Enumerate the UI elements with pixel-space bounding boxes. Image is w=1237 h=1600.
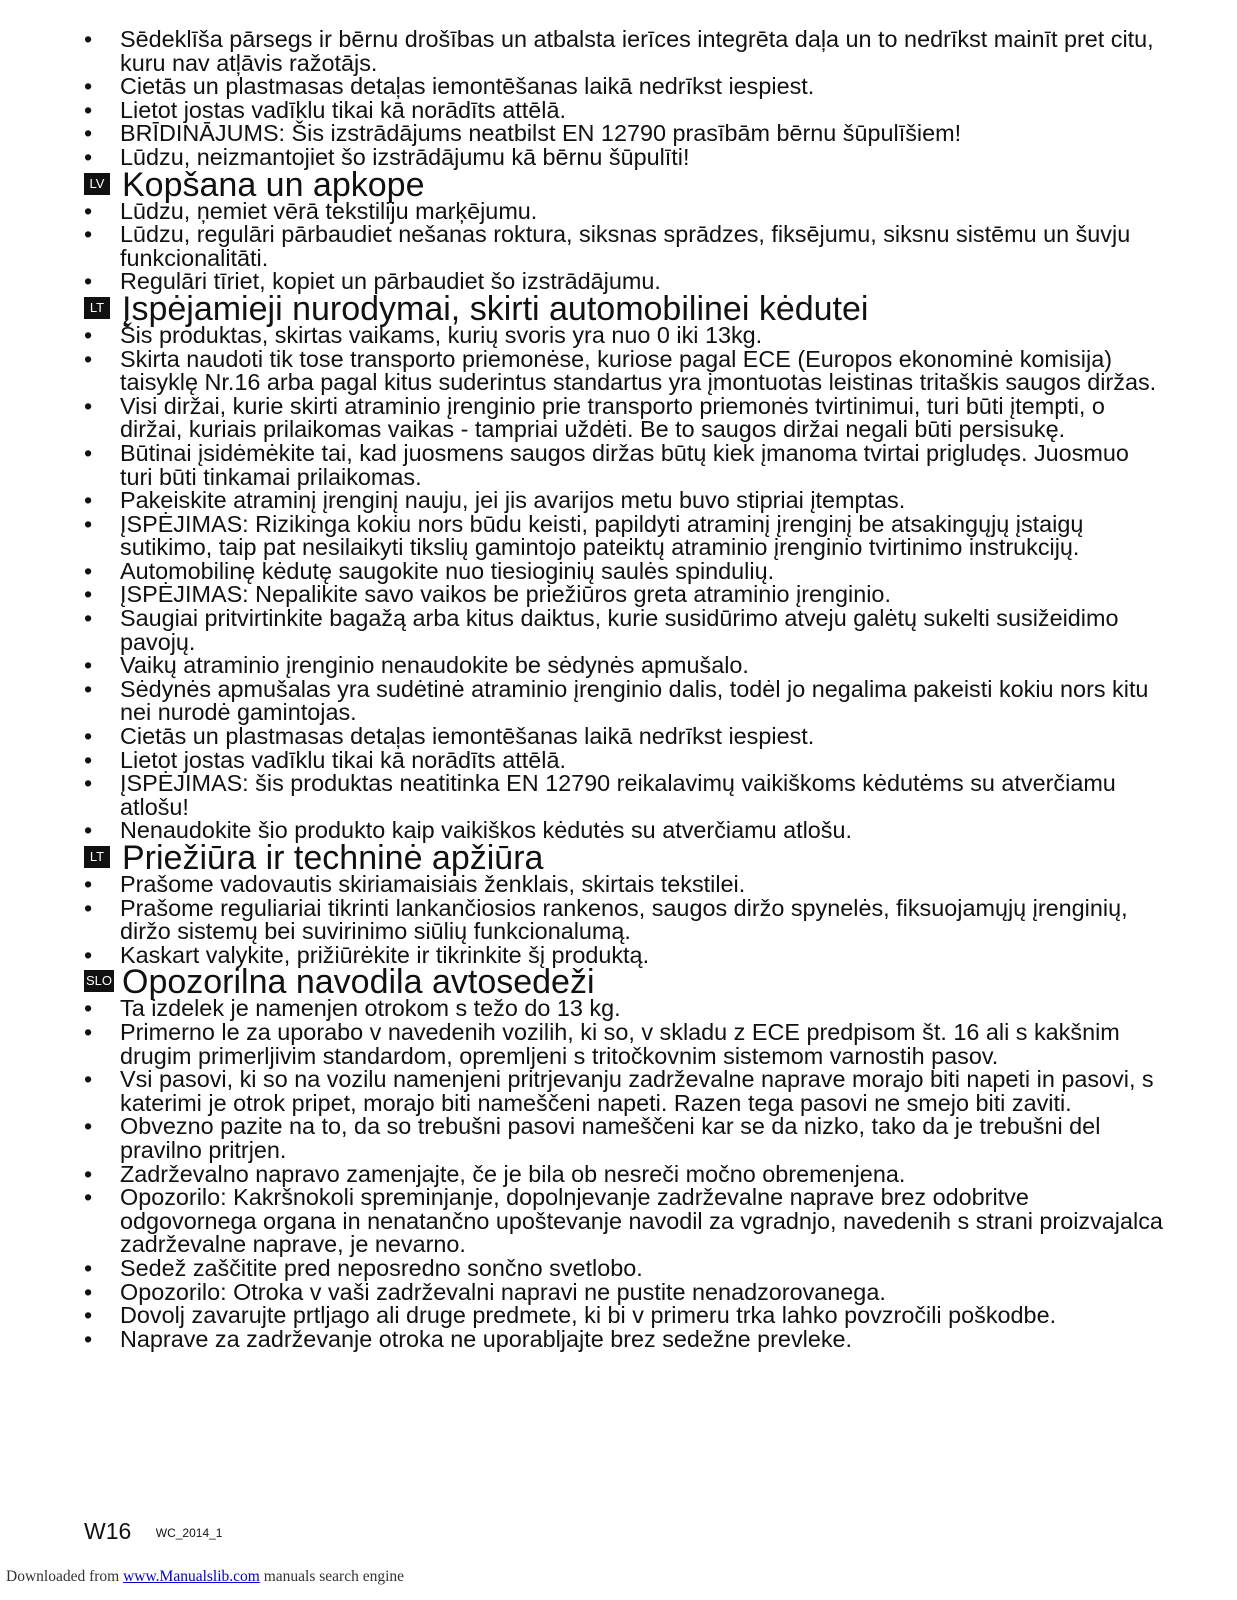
list-item-text: Obvezno pazite na to, da so trebušni pasovi nameščeni kar se da nizko, tako da je trebušni del pravilno pritrjen. — [120, 1113, 1101, 1163]
list-item — [84, 1325, 1164, 1352]
list-item — [84, 439, 1164, 490]
list-item-text: Naprave za zadrževanje otroka ne uporabljajte brez sedežne prevleke. — [120, 1325, 853, 1352]
list-item-text: Sedež zaščitite pred neposredno sončno svetlobo. — [120, 1254, 643, 1281]
list-item — [84, 1186, 1164, 1257]
list-item-text: Lūdzu, ņemiet vērā tekstiliju marķējumu. — [120, 197, 538, 224]
bullet-marker: • — [84, 1113, 93, 1140]
list-item-text: Opozorilo: Otroka v vaši zadrževalni napravi ne pustite nenadzorovanega. — [120, 1278, 886, 1305]
language-tag-lt: LT — [84, 846, 110, 868]
list-item — [84, 873, 1164, 897]
watermark-prefix: Downloaded from — [6, 1568, 124, 1585]
document-body — [84, 28, 1164, 1351]
bullet-marker: • — [84, 1325, 93, 1352]
list-item-text: Šis produktas, skirtas vaikams, kurių svoris yra nuo 0 iki 13kg. — [120, 321, 763, 348]
list-item-text: Vaikų atraminio įrenginio nenaudokite be sėdynės apmušalo. — [120, 652, 749, 679]
bullet-marker: • — [84, 120, 93, 147]
page-number: W16 — [84, 1518, 132, 1544]
list-item — [84, 725, 1164, 749]
heading-text: Įspėjamieji nurodymai, skirti automobilinei kėdutei — [122, 289, 869, 328]
bullet-marker: • — [84, 723, 93, 750]
bullet-marker: • — [84, 1254, 93, 1281]
list-item-text: Lūdzu, neizmantojiet šo izstrādājumu kā bērnu šūpulīti! — [120, 143, 690, 170]
list-item-text: Prašome reguliariai tikrinti lankančiosios rankenos, saugos diržo spynelės, fiksuojamųjų įrenginių, diržo sistemų bei suvirinimo siūlių funkcionalumą. — [120, 894, 1128, 945]
list-item-text: Visi diržai, kurie skirti atraminio įrenginio prie transporto priemonės tvirtinimui, turi būti įtempti, o diržai, kuriais prilaikomas vaikas - tampriai uždėti. Be to saugos diržai negali būti persisukę. — [120, 392, 1105, 443]
list-item — [84, 1018, 1164, 1069]
list-item — [84, 197, 1164, 224]
bullet-marker: • — [84, 392, 93, 419]
list-item-text: Sēdeklīša pārsegs ir bērnu drošības un atbalsta ierīces integrēta daļa un to nedrīkst mainīt pret citu, kuru nav atļāvis ražotājs. — [120, 26, 1154, 76]
lv-warnings-list — [84, 28, 1164, 170]
list-item — [84, 345, 1164, 396]
list-item-text: Sėdynės apmušalas yra sudėtinė atraminio įrenginio dalis, todėl jo negalima pakeisti kokiu nors kitu nei nurodė gamintojas. — [120, 675, 1149, 726]
slo-warnings-list — [84, 997, 1164, 1351]
section-heading-lt-care — [84, 839, 1164, 877]
list-item-text: Regulāri tīriet, kopiet un pārbaudiet šo izstrādājumu. — [120, 268, 661, 295]
list-item-text: ĮSPĖJIMAS: Rizikinga kokiu nors būdu keisti, papildyti atraminį įrenginį be atsakingųjų įstaigų sutikimo, taip pat nesilaikyti tikslių gamintojo pateiktų atraminio įrenginio tvirtinimo instrukcijų. — [120, 510, 1084, 561]
section-heading-slo-warnings — [84, 963, 1164, 1002]
list-item-text: BRĪDINĀJUMS: Šis izstrādājums neatbilst EN 12790 prasībām bērnu šūpulīšiem! — [120, 120, 962, 147]
list-item — [84, 772, 1164, 819]
list-item-text: Būtinai įsidėmėkite tai, kad juosmens saugos diržas būtų kiek įmanoma tvirtai prigludęs. Juosmuo turi būti tinkamai prilaikomas. — [120, 439, 1129, 490]
list-item-text: Nenaudokite šio produkto kaip vaikiškos kėdutės su atverčiamu atlošu. — [120, 817, 852, 844]
bullet-marker: • — [84, 321, 93, 348]
bullet-marker: • — [84, 1018, 93, 1045]
list-item-text: Lietot jostas vadīklu tikai kā norādīts attēlā. — [120, 746, 566, 773]
bullet-marker: • — [84, 26, 93, 52]
bullet-marker: • — [84, 143, 93, 170]
bullet-marker: • — [84, 557, 93, 584]
lt-care-list — [84, 873, 1164, 967]
bullet-marker: • — [84, 1302, 93, 1329]
bullet-marker: • — [84, 995, 93, 1022]
bullet-marker: • — [84, 894, 93, 921]
bullet-marker: • — [84, 345, 93, 372]
list-item-text: Opozorilo: Kakršnokoli spreminjanje, dopolnjevanje zadrževalne naprave brez odobritve odgovornega organa in nenatančno upoštevanje navodil za vgradnjo, navedenih s strani proizvajalca zadrževalne naprave, je nevarno. — [120, 1184, 1163, 1258]
list-item-text: Lietot jostas vadīklu tikai kā norādīts attēlā. — [120, 96, 566, 123]
list-item — [84, 607, 1164, 654]
bullet-marker: • — [84, 1278, 93, 1305]
list-item — [84, 1115, 1164, 1162]
bullet-marker: • — [84, 1184, 93, 1211]
list-item — [84, 223, 1164, 270]
list-item — [84, 583, 1164, 607]
list-item — [84, 746, 1164, 773]
list-item-text: Saugiai pritvirtinkite bagažą arba kitus daiktus, kurie susidūrimo atveju galėtų sukelti susižeidimo pavojų. — [120, 605, 1119, 655]
bullet-marker: • — [84, 1160, 93, 1187]
section-heading-lv-care — [84, 165, 1164, 204]
list-item-text: Skirta naudoti tik tose transporto priemonėse, kuriose pagal ECE (Europos ekonominė komisija) taisyklę Nr.16 arba pagal kitus suderintus standartus yra įmontuotas leistinas tritaškis saugos diržas. — [120, 345, 1157, 396]
list-item — [84, 997, 1164, 1021]
list-item — [84, 557, 1164, 584]
bullet-marker: • — [84, 675, 93, 702]
bullet-marker: • — [84, 605, 93, 632]
list-item — [84, 489, 1164, 513]
list-item — [84, 1254, 1164, 1281]
list-item — [84, 122, 1164, 146]
list-item-text: Cietās un plastmasas detaļas iemontēšanas laikā nedrīkst iespiest. — [120, 723, 815, 750]
bullet-marker: • — [84, 652, 93, 679]
list-item — [84, 1160, 1164, 1187]
list-item-text: ĮSPĖJIMAS: Nepalikite savo vaikos be priežiūros greta atraminio įrenginio. — [120, 581, 891, 608]
heading-text: Priežiūra ir techninė apžiūra — [122, 839, 544, 877]
bullet-marker: • — [84, 817, 93, 844]
lv-care-list — [84, 197, 1164, 295]
manualslib-link[interactable]: www.Manualslib.com — [123, 1568, 260, 1585]
bullet-marker: • — [84, 439, 93, 466]
language-tag-lt: LT — [84, 297, 110, 319]
bullet-marker: • — [84, 197, 93, 224]
list-item-text: Lūdzu, regulāri pārbaudiet nešanas roktura, siksnas sprādzes, fiksējumu, siksnu sistēmu un šuvju funkcionalitāti. — [120, 221, 1131, 271]
list-item — [84, 894, 1164, 945]
list-item — [84, 96, 1164, 123]
bullet-marker: • — [84, 871, 93, 897]
list-item — [84, 28, 1164, 75]
page-footer — [84, 1518, 222, 1545]
document-code: WC_2014_1 — [155, 1526, 223, 1540]
list-item-text: Zadrževalno napravo zamenjajte, če je bila ob nesreči močno obremenjena. — [120, 1160, 906, 1187]
list-item-text: Vsi pasovi, ki so na vozilu namenjeni pritrjevanju zadrževalne naprave morajo biti napeti in pasovi, s katerimi je otrok pripet, morajo biti nameščeni napeti. Razen tega pasovi ne smejo biti zaviti. — [120, 1066, 1154, 1116]
language-tag-lv: LV — [84, 173, 110, 195]
list-item-text: Ta izdelek je namenjen otrokom s težo do 13 kg. — [120, 995, 621, 1022]
language-tag-slo: SLO — [84, 970, 114, 992]
list-item-text: Automobilinę kėdutę saugokite nuo tiesioginių saulės spindulių. — [120, 557, 775, 584]
list-item-text: Kaskart valykite, prižiūrėkite ir tikrinkite šį produktą. — [120, 941, 650, 968]
list-item — [84, 392, 1164, 443]
heading-text: Opozorilna navodila avtosedeži — [122, 963, 595, 1002]
bullet-marker: • — [84, 746, 93, 773]
bullet-marker: • — [84, 96, 93, 123]
bullet-marker: • — [84, 770, 93, 797]
list-item — [84, 1068, 1164, 1115]
section-heading-lt-warnings — [84, 289, 1164, 328]
watermark-suffix: manuals search engine — [259, 1568, 405, 1585]
list-item — [84, 654, 1164, 678]
list-item — [84, 675, 1164, 726]
list-item — [84, 510, 1164, 561]
bullet-marker: • — [84, 941, 93, 968]
heading-text: Kopšana un apkope — [122, 165, 425, 204]
bullet-marker: • — [84, 73, 93, 100]
list-item — [84, 1278, 1164, 1305]
bullet-marker: • — [84, 510, 93, 537]
list-item-text: Cietās un plastmasas detaļas iemontēšanas laikā nedrīkst iespiest. — [120, 73, 815, 100]
list-item-text: Primerno le za uporabo v navedenih vozilih, ki so, v skladu z ECE predpisom št. 16 ali s kakšnim drugim primerljivim standardom, opremljeni s tritočkovnim sistemom varnostih pasov. — [120, 1018, 1120, 1069]
bullet-marker: • — [84, 487, 93, 514]
list-item-text: Dovolj zavarujte prtljago ali druge predmete, ki bi v primeru trka lahko povzročili poškodbe. — [120, 1302, 1057, 1329]
bullet-marker: • — [84, 581, 93, 608]
list-item-text: Pakeiskite atraminį įrenginį nauju, jei jis avarijos metu buvo stipriai įtemptas. — [120, 487, 906, 514]
list-item — [84, 75, 1164, 99]
bullet-marker: • — [84, 1066, 93, 1093]
download-watermark — [6, 1568, 404, 1586]
list-item-text: Prašome vadovautis skiriamaisiais ženklais, skirtais tekstilei. — [120, 871, 746, 897]
list-item — [84, 321, 1164, 348]
bullet-marker: • — [84, 268, 93, 295]
list-item-text: ĮSPĖJIMAS: šis produktas neatitinka EN 12790 reikalavimų vaikiškoms kėdutėms su atverčiamu atlošu! — [120, 770, 1116, 820]
bullet-marker: • — [84, 221, 93, 248]
list-item — [84, 1304, 1164, 1328]
lt-warnings-list — [84, 321, 1164, 844]
